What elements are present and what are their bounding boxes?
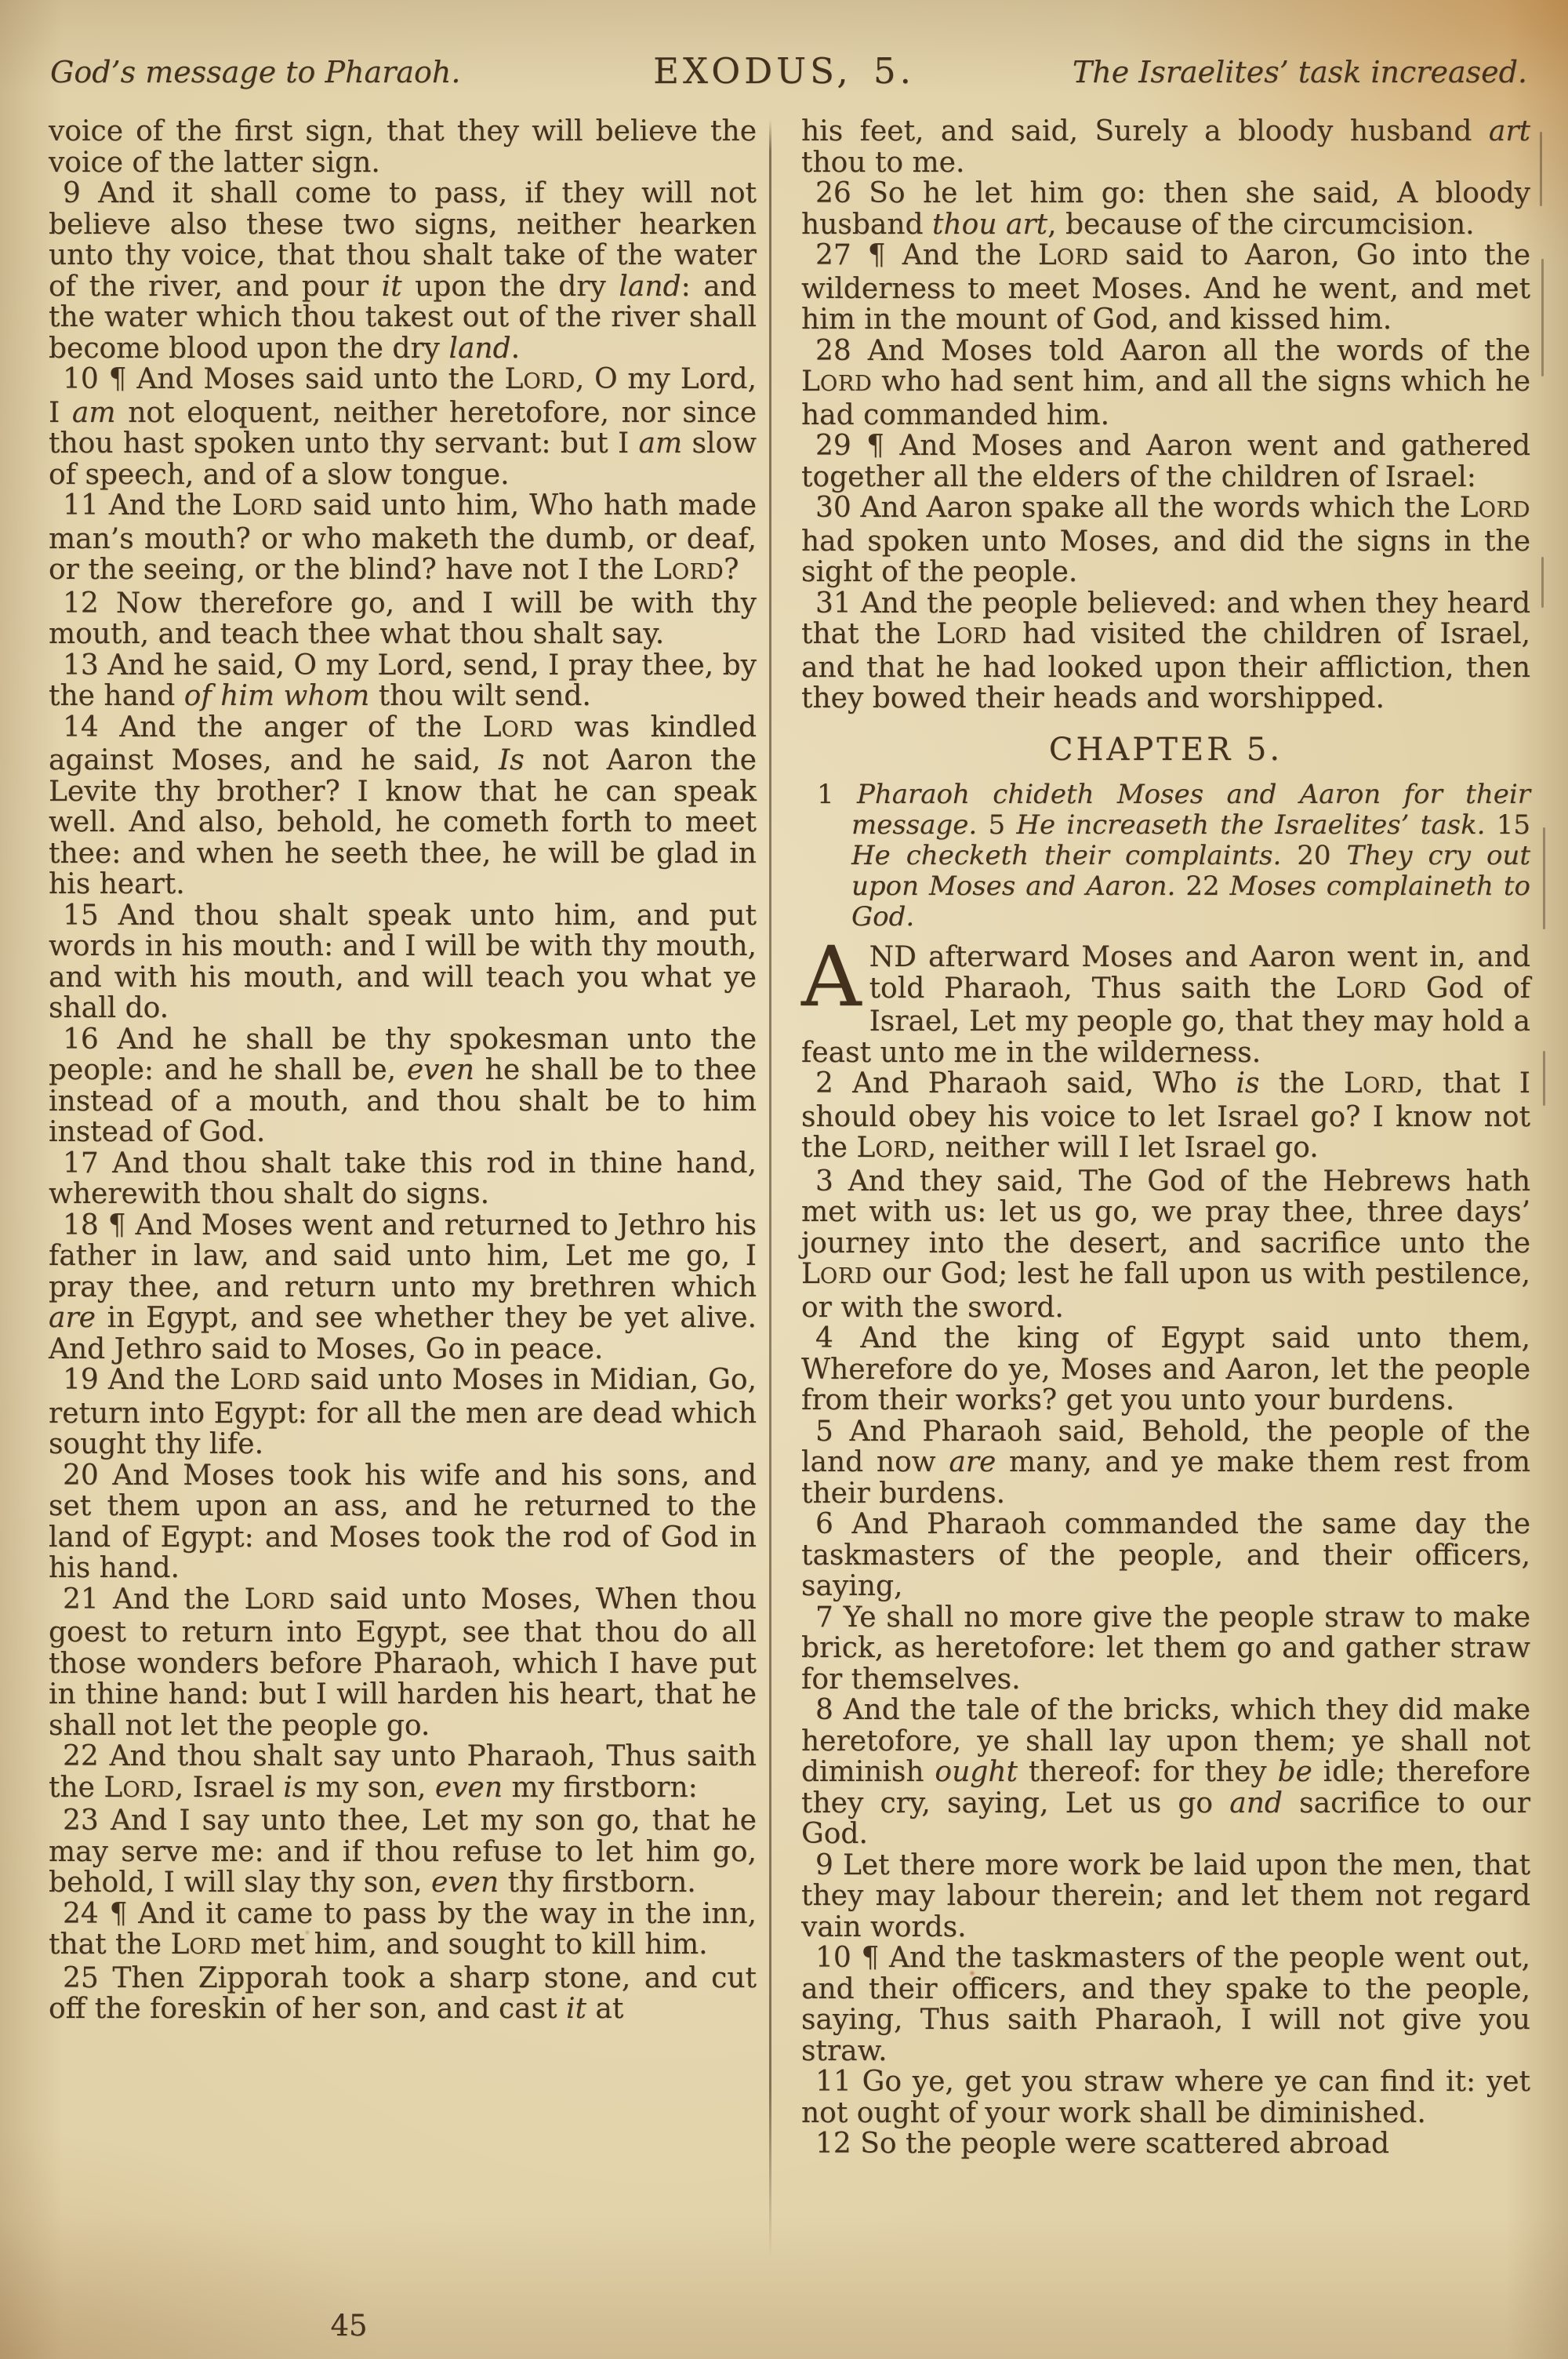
page-number: 45	[330, 2309, 368, 2343]
verse-paragraph: 19 And the LORD said unto Moses in Midian, Go, return into Egypt: for all the men are dead which sought thy life.	[49, 1364, 757, 1460]
divine-name-small-caps: LORD	[230, 1364, 301, 1396]
divine-name-small-caps: LORD	[801, 365, 873, 398]
page-edge-mark	[1541, 557, 1544, 608]
verse-paragraph: 18 ¶ And Moses went and returned to Jethro his father in law, and said unto him, Let me go, I pray thee, and return unto my brethren which are in Egypt, and see whether they be yet alive. And Jethro said to Moses, Go in peace.	[49, 1209, 757, 1365]
divine-name-small-caps: LORD	[170, 1928, 241, 1961]
verse-paragraph: 4 And the king of Egypt said unto them, Wherefore do ye, Moses and Aaron, let the people from their works? get you unto your burdens.	[801, 1322, 1530, 1416]
verse-paragraph: 11 Go ye, get you straw where ye can find it: yet not ought of your work shall be diminished.	[801, 2066, 1530, 2129]
verse-paragraph: 9 Let there more work be laid upon the men, that they may labour therein; and let them not regard vain words.	[801, 1848, 1530, 1943]
verse-paragraph: 25 Then Zipporah took a sharp stone, and cut off the foreskin of her son, and cast it at	[49, 1961, 757, 2025]
divine-name-small-caps: LORD	[1037, 239, 1109, 271]
verse-paragraph: 29 ¶ And Moses and Aaron went and gathered together all the elders of the children of Israel:	[801, 430, 1530, 493]
page-edge-mark	[1543, 827, 1545, 929]
verse-paragraph: 27 ¶ And the LORD said to Aaron, Go into the wilderness to meet Moses. And he went, and met him in the mount of God, and kissed him.	[801, 239, 1531, 336]
running-head-left: God’s message to Pharaoh.	[50, 55, 461, 89]
divine-name-small-caps: LORD	[936, 618, 1007, 650]
verse-paragraph: 14 And the anger of the LORD was kindled against Moses, and he said, Is not Aaron the Levite thy brother? I know that he can speak well. And also, behold, he cometh forth to meet thee: and when he seeth thee, he will be glad in his heart.	[49, 711, 757, 900]
text-column-left	[49, 116, 757, 2025]
page-edge-mark	[1540, 132, 1542, 206]
divine-name-small-caps: LORD	[244, 1583, 315, 1616]
running-head-center: EXODUS, 5.	[653, 50, 915, 92]
verse-paragraph: 6 And Pharaoh commanded the same day the taskmasters of the people, and their officers, saying,	[801, 1508, 1530, 1602]
verse-paragraph: 11 And the LORD said unto him, Who hath made man’s mouth? or who maketh the dumb, or deaf, or the seeing, or the blind? have not I the LORD?	[49, 489, 757, 586]
divine-name-small-caps: LORD	[231, 489, 303, 522]
divine-name-small-caps: LORD	[504, 363, 575, 395]
column-divider-rule	[769, 119, 771, 2259]
verse-continuation: voice of the first sign, that they will believe the voice of the latter sign.	[49, 115, 757, 179]
divine-name-small-caps: LORD	[1459, 492, 1530, 524]
verse-paragraph: 12 So the people were scattered abroad	[815, 2128, 1390, 2160]
verse-paragraph: 30 And Aaron spake all the words which the LORD had spoken unto Moses, and did the signs in the sight of the people.	[801, 492, 1530, 588]
verse-paragraph: 10 ¶ And the taskmasters of the people went out, and their officers, and they spake to the people, saying, Thus saith Pharaoh, I will not give you straw.	[801, 1942, 1530, 2067]
divine-name-small-caps: LORD	[482, 711, 554, 743]
divine-name-small-caps: LORD	[652, 554, 724, 586]
drop-cap: A	[801, 929, 862, 1025]
verse-paragraph: 23 And I say unto thee, Let my son go, that he may serve me: and if thou refuse to let him go, behold, I will slay thy son, even thy firstborn.	[49, 1805, 757, 1899]
divine-name-small-caps: LORD	[801, 1258, 873, 1290]
verse-paragraph: 9 And it shall come to pass, if they will not believe also these two signs, neither hearken unto thy voice, that thou shalt take of the water of the river, and pour it upon the dry land: and the water which thou takest out of the river shall become blood upon the dry land.	[49, 177, 757, 365]
verse-paragraph: 10 ¶ And Moses said unto the LORD, O my Lord, I am not eloquent, neither heretofore, nor since thou hast spoken unto thy servant: but I am slow of speech, and of a slow tongue.	[49, 363, 757, 491]
verse-paragraph: 7 Ye shall no more give the people straw to make brick, as heretofore: let them go and gather straw for themselves.	[801, 1601, 1530, 1696]
verse-paragraph: 8 And the tale of the bricks, which they did make heretofore, ye shall lay upon them; ye shall not diminish ought thereof: for they be idle; therefore they cry, saying, Let us go and sacrifice to our God.	[801, 1694, 1531, 1850]
divine-name-small-caps: LORD	[856, 1132, 927, 1164]
verse-paragraph: 28 And Moses told Aaron all the words of the LORD who had sent him, and all the signs which he had commanded him.	[801, 334, 1530, 431]
running-head-right: The Israelites’ task increased.	[1072, 55, 1527, 89]
verse-paragraph: 17 And thou shalt take this rod in thine hand, wherewith thou shalt do signs.	[49, 1147, 757, 1210]
verse-paragraph: 31 And the people believed: and when they heard that the LORD had visited the children of Israel, and that he had looked upon their affliction, then they bowed their heads and worshipped.	[801, 587, 1530, 714]
verse-paragraph: 13 And he said, O my Lord, send, I pray thee, by the hand of him whom thou wilt send.	[49, 649, 757, 712]
verse-paragraph: 16 And he shall be thy spokesman unto the people: and he shall be, even he shall be to thee instead of a mouth, and thou shalt be to him instead of God.	[49, 1023, 757, 1148]
verse-paragraph: 12 Now therefore go, and I will be with thy mouth, and teach thee what thou shalt say.	[49, 587, 757, 650]
divine-name-small-caps: LORD	[1335, 972, 1407, 1005]
verse-paragraph: 3 And they said, The God of the Hebrews hath met with us: let us go, we pray thee, three days’ journey into the desert, and sacrifice unto the LORD our God; lest he fall upon us with pestilence, or with the sword.	[801, 1165, 1530, 1324]
verse-paragraph: AND afterward Moses and Aaron went in, and told Pharaoh, Thus saith the LORD God of Israel, Let my people go, that they may hold a feast unto me in the wilderness.	[801, 929, 1530, 1069]
verse-continuation: his feet, and said, Surely a bloody husband art thou to me.	[801, 115, 1530, 179]
divine-name-small-caps: LORD	[103, 1771, 175, 1804]
verse-paragraph: 24 ¶ And it came to pass by the way in the inn, that the LORD met him, and sought to kill him.	[49, 1897, 757, 1961]
verse-paragraph: 15 And thou shalt speak unto him, and put words in his mouth: and I will be with thy mouth, and with his mouth, and will teach you what ye shall do.	[49, 899, 757, 1024]
verse-paragraph: 5 And Pharaoh said, Behold, the people of the land now are many, and ye make them rest from their burdens.	[801, 1415, 1530, 1510]
verse-paragraph: 22 And thou shalt say unto Pharaoh, Thus saith the LORD, Israel is my son, even my firstborn:	[49, 1740, 757, 1804]
page-edge-mark	[1541, 259, 1544, 376]
verse-paragraph: 20 And Moses took his wife and his sons, and set them upon an ass, and he returned to the land of Egypt: and Moses took the rod of God in his hand.	[49, 1459, 757, 1584]
page-edge-mark	[1543, 1051, 1545, 1106]
verse-paragraph: 21 And the LORD said unto Moses, When thou goest to return into Egypt, see that thou do all those wonders before Pharaoh, which I have put in thine hand: but I will harden his heart, that he shall not let the people go.	[49, 1583, 757, 1742]
chapter-heading: CHAPTER 5.	[1048, 731, 1283, 768]
verse-paragraph: 2 And Pharaoh said, Who is the LORD, that I should obey his voice to let Israel go? I know not the LORD, neither will I let Israel go.	[801, 1067, 1531, 1164]
text-column-right	[801, 116, 1530, 2160]
chapter-summary: 1 Pharaoh chideth Moses and Aaron for their message. 5 He increaseth the Israelites’ task. 15 He checketh their complaints. 20 They cry out upon Moses and Aaron. 22 Moses complaineth to God.	[817, 779, 1530, 932]
verse-paragraph: 26 So he let him go: then she said, A bloody husband thou art, because of the circumcision.	[801, 177, 1530, 241]
divine-name-small-caps: LORD	[1343, 1067, 1415, 1100]
